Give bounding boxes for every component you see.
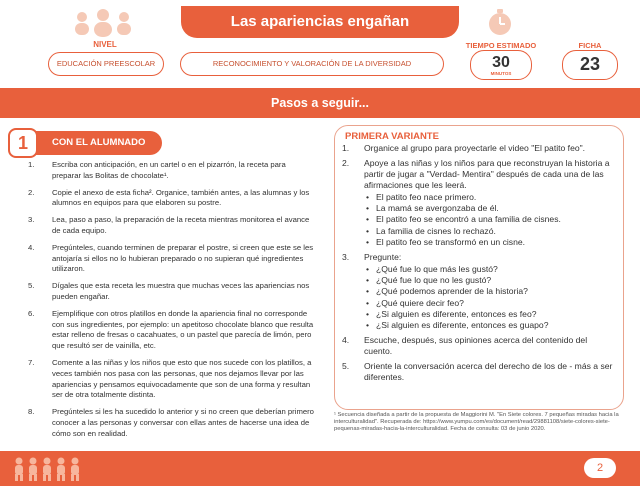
nivel-label: NIVEL: [93, 40, 117, 49]
questions-list: [364, 264, 616, 331]
step-text: Escuche, después, sus opiniones acerca del contenido del cuento.: [364, 335, 588, 357]
tiempo-unit: MINUTOS: [490, 71, 512, 76]
step-text: Copie el anexo de esta ficha². Organice, también antes, a las alumnas y los alumnos en equipos para que elaboren su postre.: [52, 187, 310, 208]
step-text: Pregúnteles si les ha sucedido lo anterior y si no creen que deberían primero conocer a las personas y conversar con ellas antes de hacerse una idea de cómo son en realidad.: [52, 407, 314, 438]
tema-value: RECONOCIMIENTO Y VALORACIÓN DE LA DIVERSIDAD: [180, 52, 444, 76]
list-item: [342, 335, 616, 357]
list-item: [28, 309, 316, 352]
page-title: Las apariencias engañan: [181, 6, 459, 38]
step-number: 4.: [28, 242, 35, 252]
step-number: 2.: [342, 158, 350, 168]
tiempo-label: TIEMPO ESTIMADO: [465, 41, 537, 50]
list-item: • ¿Qué fue lo que más les gustó?: [364, 264, 616, 275]
step-text: Pregúnteles, cuando terminen de preparar el postre, si creen que este se les antojaría si ellos no lo hubieran preparado o no supieran qué ingredientes utilizaron.: [52, 242, 314, 274]
list-item: • ¿Qué podemos aprender de la historia?: [364, 286, 616, 297]
list-item: • ¿Qué fue lo que no les gustó?: [364, 275, 616, 286]
step-text: Comente a las niñas y los niños que esto que nos sucede con los platillos, a veces también nos pasa con las personas, que nos dejamos llevar por las apariencias y pensamos equivocadamente que son de una forma y resultan ser de otra totalmente distinta.: [52, 357, 312, 400]
people-icon: [12, 456, 82, 482]
variant-title: PRIMERA VARIANTE: [345, 131, 439, 142]
list-item: • ¿Si alguien es diferente, entonces es guapo?: [364, 320, 616, 331]
list-item: • La familia de cisnes lo rechazó.: [364, 226, 616, 237]
list-item: [342, 158, 616, 248]
list-item: • La mamá se avergonzaba de él.: [364, 203, 616, 214]
list-item: • ¿Si alguien es diferente, entonces es feo?: [364, 309, 616, 320]
truth-statements: [364, 192, 616, 248]
list-item: [28, 160, 316, 182]
step-text: Dígales que esta receta les muestra que muchas veces las apariencias nos pueden engañar.: [52, 281, 310, 301]
list-item: [342, 143, 616, 154]
list-item: [28, 407, 316, 439]
step-number: 5.: [28, 281, 35, 291]
footer: [0, 451, 640, 486]
step-text: Pregunte:: [364, 252, 402, 263]
step-number: 5.: [342, 361, 350, 372]
section-number: 1: [8, 128, 38, 158]
list-item: [342, 252, 616, 331]
step-number: 3.: [342, 252, 350, 263]
step-text: Ejemplifique con otros platillos en donde la apariencia final no corresponde con sus ingredientes, por ejemplo: un apetitoso chocolate blanco que resulta estar relleno de fresas o cacahuates, o un pastel que parecía de limón, pero que resultó ser de vainilla, etc.: [52, 308, 314, 351]
list-item: [28, 281, 316, 303]
step-text: Escriba con anticipación, en un cartel o en el pizarrón, la receta para preparar las Bolitas de chocolate¹.: [52, 160, 286, 180]
list-item: • El patito feo nace primero.: [364, 192, 616, 203]
people-icon: [72, 8, 134, 38]
section-title: CON EL ALUMNADO: [32, 131, 162, 155]
footnote: ¹ Secuencia diseñada a partir de la propuesta de Maggiorini M. "En Siete colores. 7 pequeñas miradas hacia la interculturalidad". Recuperada de: https://www.yumpu.com/es/document/read/29881108/siete-colores-siete-pequenas-miradas-hacia-la-interculturalidad. Fecha de consulta: 03 de junio 2020.: [334, 412, 619, 433]
steps-banner: Pasos a seguir...: [0, 88, 640, 118]
variant-steps: [342, 143, 616, 383]
list-item: [342, 361, 616, 383]
step-text: Apoye a las niñas y los niños para que reconstruyan la historia a partir de jugar a "Verdad- Mentira" después de cada una de las afirmaciones que les leerá.: [364, 158, 610, 190]
ficha-value: 23: [562, 50, 618, 80]
tiempo-box: [470, 50, 532, 80]
step-number: 1.: [28, 160, 35, 169]
step-number: 1.: [342, 143, 350, 153]
step-text: Oriente la conversación acerca del derecho de los de - más a ser diferentes.: [364, 361, 613, 383]
step-text: Organice al grupo para proyectarle el video "El patito feo".: [364, 143, 586, 153]
nivel-value: EDUCACIÓN PREESCOLAR: [48, 52, 164, 76]
header: [0, 0, 640, 86]
list-item: • El patito feo se encontró a una familia de cisnes.: [364, 214, 616, 225]
step-number: 3.: [28, 215, 35, 225]
list-item: [28, 188, 316, 210]
ficha-label: FICHA: [578, 41, 602, 50]
list-item: [28, 243, 316, 275]
step-number: 6.: [28, 308, 35, 318]
list-item: [28, 358, 316, 401]
list-item: • ¿Qué quiere decir feo?: [364, 298, 616, 309]
list-item: [28, 215, 316, 237]
list-item: • El patito feo se transformó en un cisne.: [364, 237, 616, 248]
clock-icon: [485, 8, 515, 38]
alumnado-steps: [28, 160, 316, 440]
tiempo-value: 30: [492, 54, 510, 71]
step-number: 2.: [28, 187, 35, 197]
step-number: 4.: [342, 335, 350, 346]
step-number: 7.: [28, 357, 35, 367]
page-number: 2: [584, 458, 616, 478]
step-number: 8.: [28, 407, 35, 417]
step-text: Lea, paso a paso, la preparación de la receta mientras monitorea el avance de cada equipo.: [52, 215, 310, 235]
